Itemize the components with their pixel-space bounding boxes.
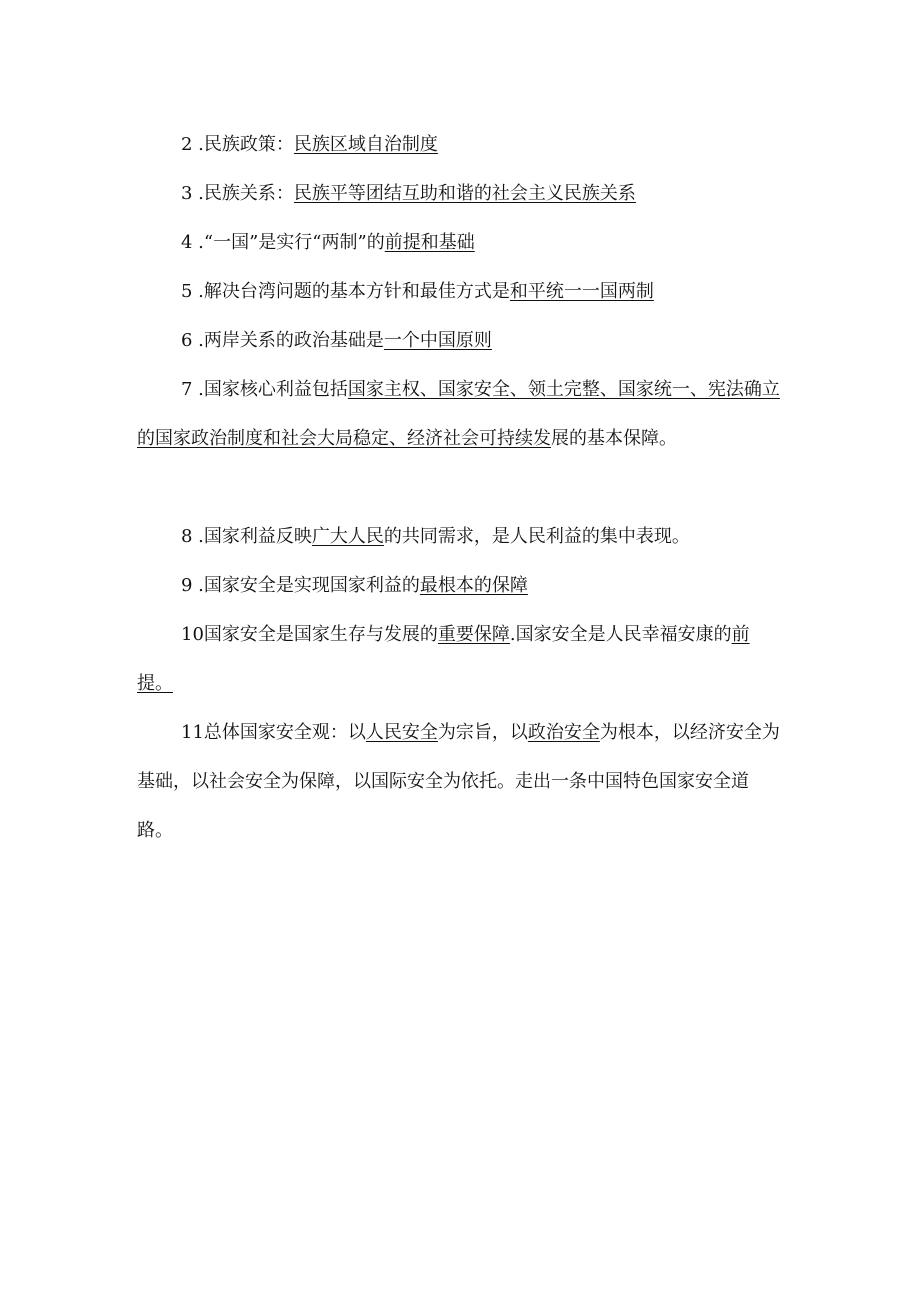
item-2-text: 2 .民族政策： [181, 134, 294, 155]
item-11 [137, 708, 782, 855]
item-10-answer-2: 前提。 [137, 624, 750, 694]
item-4-text: 4 .“一国”是实行“两制”的 [181, 232, 385, 253]
item-6 [137, 316, 782, 365]
item-6-answer: 一个中国原则 [383, 330, 492, 351]
item-5-answer: 和平统一一国两制 [509, 281, 654, 302]
item-11-tail: 为根本，以经济安全为基础，以社会安全为保障，以国际安全为依托。走出一条中国特色国家安全道路。 [137, 722, 780, 841]
item-10-answer-1: 重要保障 [437, 624, 510, 645]
item-2-answer: 民族区域自治制度 [293, 134, 438, 155]
item-6-text: 6 .两岸关系的政治基础是 [181, 330, 384, 351]
item-11-answer-1: 人民安全 [365, 722, 438, 743]
item-3-text: 3 .民族关系： [181, 183, 294, 204]
item-9 [137, 561, 782, 610]
item-5-text: 5 .解决台湾问题的基本方针和最佳方式是 [181, 281, 510, 302]
item-7 [137, 365, 782, 463]
item-11-text: 11总体国家安全观：以 [181, 722, 366, 743]
item-5 [137, 267, 782, 316]
item-10 [137, 610, 782, 708]
item-7-text: 7 .国家核心利益包括 [181, 379, 348, 400]
item-4 [137, 218, 782, 267]
item-9-answer: 最根本的保障 [419, 575, 528, 596]
item-10-text: 10国家安全是国家生存与发展的 [181, 624, 438, 645]
item-8-answer: 广大人民 [311, 526, 384, 547]
item-7-answer: 国家主权、国家安全、领土完整、国家统一、宪法确立的国家政治制度和社会大局稳定、经济社会可持续发 [137, 379, 780, 449]
item-4-answer: 前提和基础 [384, 232, 475, 253]
item-11-mid: 为宗旨，以 [437, 722, 528, 743]
item-8-text: 8 .国家利益反映 [181, 526, 312, 547]
item-10-mid: .国家安全是人民幸福安康的 [509, 624, 732, 645]
item-9-text: 9 .国家安全是实现国家利益的 [181, 575, 420, 596]
item-11-answer-2: 政治安全 [527, 722, 600, 743]
item-2 [137, 120, 782, 169]
item-3 [137, 169, 782, 218]
item-8-tail: 的共同需求，是人民利益的集中表现。 [383, 526, 690, 547]
item-7-tail: 展的基本保障。 [551, 428, 677, 449]
item-8 [137, 512, 782, 561]
item-3-answer: 民族平等团结互助和谐的社会主义民族关系 [293, 183, 636, 204]
